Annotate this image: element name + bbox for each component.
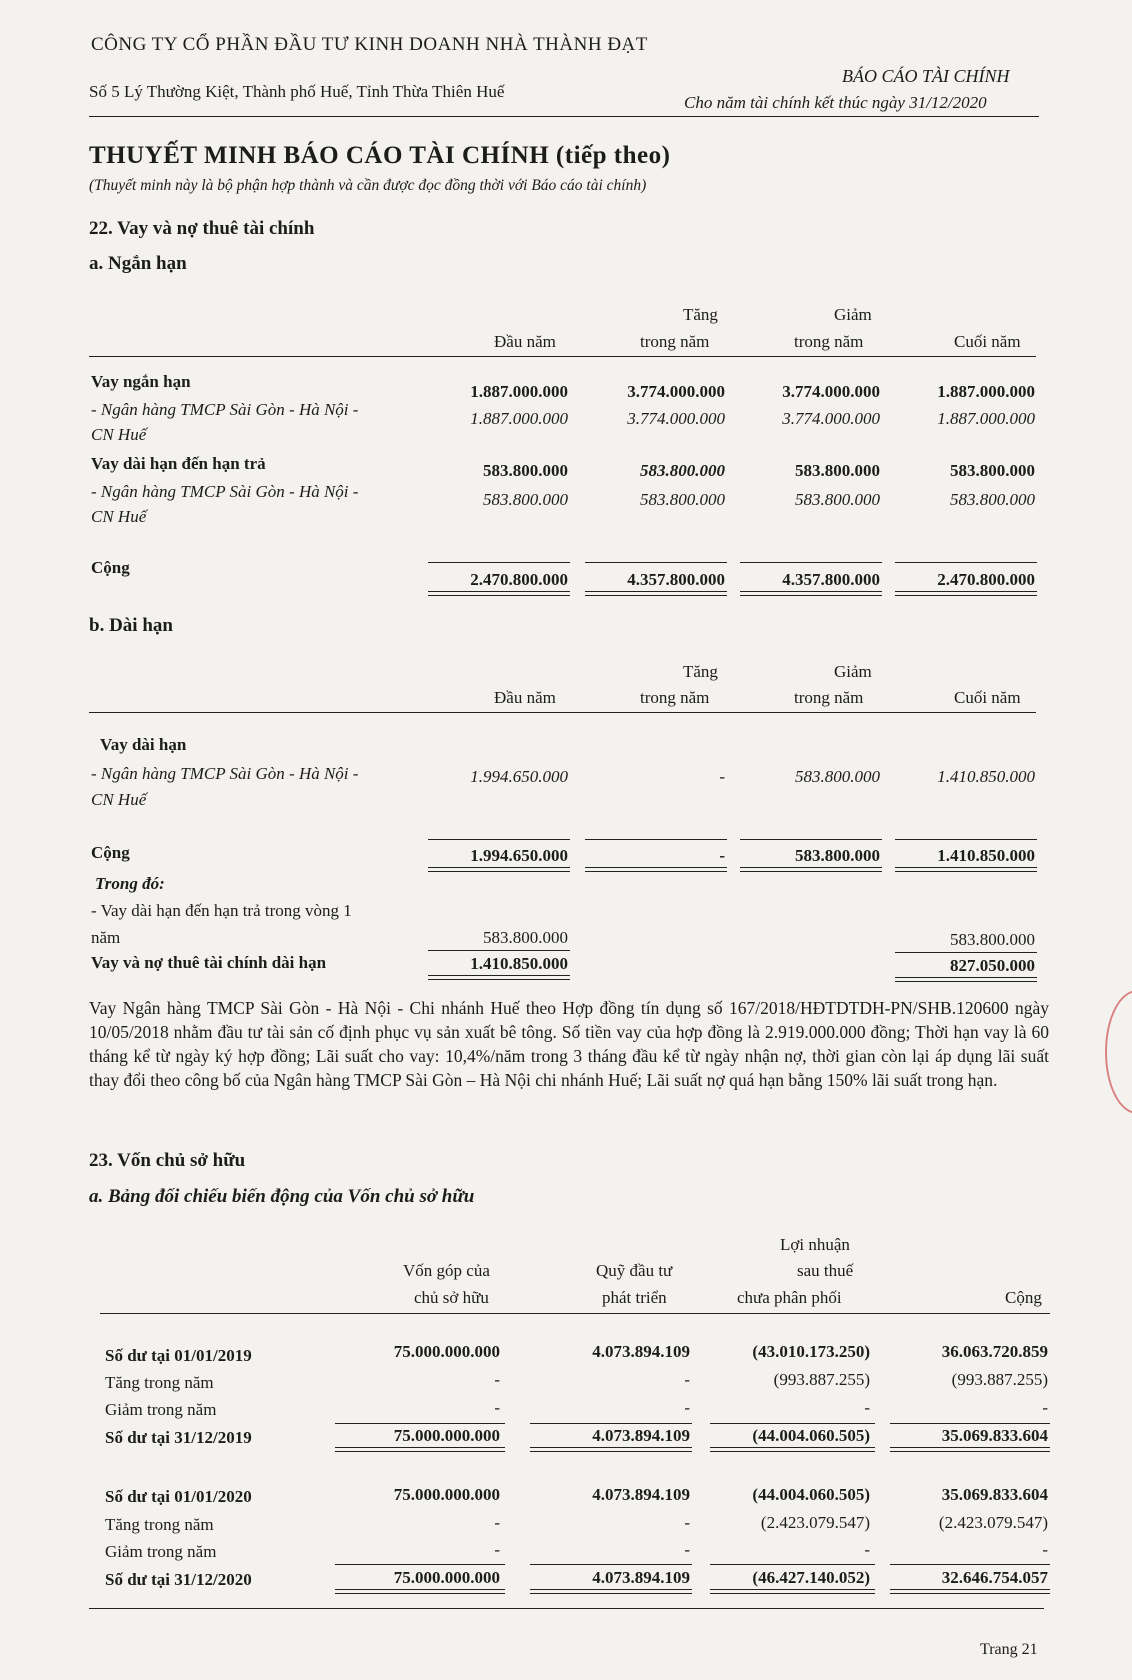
cell: (44.004.060.505) (752, 1426, 870, 1445)
page-subtitle: (Thuyết minh này là bộ phận hợp thành và cần được đọc đồng thời với Báo cáo tài chính) (89, 177, 647, 194)
row-label: Giảm trong năm (105, 1400, 217, 1419)
report-period: Cho năm tài chính kết thúc ngày 31/12/2020 (684, 93, 987, 112)
total-rule-bottom (895, 977, 1037, 982)
col-increase-2: trong năm (640, 332, 710, 351)
cell: 1.410.850.000 (937, 846, 1035, 865)
col-retained-3: chưa phân phối (737, 1288, 842, 1307)
total-rule-bottom (740, 867, 882, 872)
cell: (44.004.060.505) (752, 1485, 870, 1504)
cell: 1.887.000.000 (937, 409, 1035, 428)
cell: - (1042, 1540, 1048, 1559)
total-rule-bottom (890, 1589, 1050, 1594)
cell: 583.800.000 (950, 461, 1035, 480)
cell: (993.887.255) (773, 1370, 870, 1389)
cell: 583.800.000 (795, 461, 880, 480)
total-rule-bottom (530, 1589, 692, 1594)
total-rule-top (710, 1423, 875, 1424)
cell: 1.994.650.000 (470, 846, 568, 865)
cell: 4.073.894.109 (592, 1485, 690, 1504)
col-retained-1: Lợi nhuận (780, 1235, 850, 1254)
total-rule-top (585, 839, 727, 840)
total-rule-bottom (428, 867, 570, 872)
cell: - (494, 1513, 500, 1532)
total-rule-bottom (710, 1589, 875, 1594)
cell: 583.800.000 (950, 930, 1035, 949)
row-label: Tăng trong năm (105, 1373, 214, 1392)
total-rule-top (895, 562, 1037, 563)
total-rule-top (895, 839, 1037, 840)
subtotal-rule (895, 952, 1037, 953)
cell: 4.073.894.109 (592, 1568, 690, 1587)
table-22b-header-rule (89, 712, 1036, 713)
total-rule-bottom (585, 591, 727, 596)
col-closing: Cuối năm (954, 332, 1021, 351)
loan-note: Vay Ngân hàng TMCP Sài Gòn - Hà Nội - Chi nhánh Huế theo Hợp đồng tín dụng số 167/2018/HĐTDTDH-PN/SHB.120600 ngày 10/05/2018 nhằm đầu tư tài sản cố định phục vụ sản xuất bê tông. Số tiền vay của hợp đồng là 2.919.000.000 đồng; Thời hạn vay là 60 tháng kể từ ngày ký hợp đồng; Lãi suất cho vay: 10,4%/năm trong 3 tháng đầu kể từ ngày nhận nợ, thời gian còn lại áp dụng lãi suất thay đổi theo công bố của Ngân hàng TMCP Sài Gòn – Hà Nội chi nhánh Huế; Lãi suất nợ quá hạn bằng 150% lãi suất trong hạn. (89, 998, 1049, 1090)
col-retained-2: sau thuế (797, 1261, 854, 1280)
col-closing: Cuối năm (954, 688, 1021, 707)
cell: 583.800.000 (483, 461, 568, 480)
stamp-mark (1105, 990, 1132, 1114)
cell: 32.646.754.057 (941, 1568, 1048, 1587)
col-capital-2: chủ sở hữu (414, 1288, 489, 1307)
cell: 1.887.000.000 (937, 382, 1035, 401)
table-22a-header-rule (89, 356, 1036, 357)
row-label: Tăng trong năm (105, 1515, 214, 1534)
cell: 583.800.000 (795, 846, 880, 865)
cell: 583.800.000 (795, 767, 880, 786)
total-rule-top (428, 562, 570, 563)
cell: (2.423.079.547) (938, 1513, 1048, 1532)
row-label: Vay dài hạn đến hạn trả (91, 454, 266, 473)
total-rule-bottom (895, 591, 1037, 596)
cell: 35.069.833.604 (941, 1426, 1048, 1445)
row-label: Vay ngắn hạn (91, 372, 191, 391)
cell: 2.470.800.000 (470, 570, 568, 589)
section-22b-heading: b. Dài hạn (89, 615, 173, 636)
total-rule-top (428, 839, 570, 840)
cell: - (864, 1398, 870, 1417)
cell: 3.774.000.000 (782, 382, 880, 401)
total-rule-top (335, 1423, 505, 1424)
total-rule-top (585, 562, 727, 563)
cell: 827.050.000 (950, 956, 1035, 975)
row-label: năm (91, 928, 121, 947)
page-title: THUYẾT MINH BÁO CÁO TÀI CHÍNH (tiếp theo) (89, 142, 671, 169)
total-rule-top (530, 1423, 692, 1424)
cell: 4.357.800.000 (627, 570, 725, 589)
cell: (993.887.255) (951, 1370, 1048, 1389)
page-number: Trang 21 (980, 1641, 1038, 1658)
row-label: Số dư tại 01/01/2020 (105, 1487, 252, 1506)
row-label: Vay và nợ thuê tài chính dài hạn (91, 953, 327, 972)
total-rule-top (530, 1564, 692, 1565)
cell: 583.800.000 (483, 490, 568, 509)
cell: 75.000.000.000 (393, 1342, 500, 1361)
row-label: Số dư tại 31/12/2019 (105, 1428, 252, 1447)
cell: (43.010.173.250) (752, 1342, 870, 1361)
cell: - (494, 1540, 500, 1559)
cell: - (1042, 1398, 1048, 1417)
col-total: Cộng (1005, 1288, 1042, 1307)
cell: (46.427.140.052) (752, 1568, 870, 1587)
cell: 1.994.650.000 (470, 767, 568, 786)
total-rule-bottom (335, 1589, 505, 1594)
cell: 3.774.000.000 (627, 409, 725, 428)
cell: - (719, 767, 725, 786)
cell: 36.063.720.859 (941, 1342, 1048, 1361)
cell: - (684, 1398, 690, 1417)
row-label: Vay dài hạn (100, 735, 187, 754)
total-rule-top (740, 839, 882, 840)
col-opening: Đầu năm (494, 332, 556, 351)
row-label: CN Huế (91, 790, 147, 809)
row-label: CN Huế (91, 425, 147, 444)
total-rule-top (335, 1564, 505, 1565)
company-address: Số 5 Lý Thường Kiệt, Thành phố Huế, Tỉnh Thừa Thiên Huế (89, 82, 505, 101)
total-rule-bottom (335, 1447, 505, 1452)
total-rule-bottom (890, 1447, 1050, 1452)
col-decrease-1: Giảm (834, 662, 872, 681)
total-rule-bottom (710, 1447, 875, 1452)
cell: 1.410.850.000 (937, 767, 1035, 786)
col-fund-1: Quỹ đầu tư (596, 1261, 673, 1280)
col-fund-2: phát triển (602, 1288, 667, 1307)
cell: - (494, 1398, 500, 1417)
cell: - (864, 1540, 870, 1559)
cell: 4.073.894.109 (592, 1342, 690, 1361)
cell: 4.357.800.000 (782, 570, 880, 589)
total-rule-bottom (895, 867, 1037, 872)
row-label: CN Huế (91, 507, 147, 526)
cell: 1.887.000.000 (470, 409, 568, 428)
total-rule-bottom (428, 591, 570, 596)
col-decrease-2: trong năm (794, 332, 864, 351)
total-rule-top (710, 1564, 875, 1565)
row-label: - Vay dài hạn đến hạn trả trong vòng 1 (91, 901, 352, 920)
section-22-heading: 22. Vay và nợ thuê tài chính (89, 218, 315, 239)
row-label: - Ngân hàng TMCP Sài Gòn - Hà Nội - (91, 482, 359, 501)
col-decrease-1: Giảm (834, 305, 872, 324)
footer-divider (89, 1608, 1044, 1609)
col-capital-1: Vốn góp của (403, 1261, 490, 1280)
section-23a-heading: a. Bảng đối chiếu biến động của Vốn chủ sở hữu (89, 1186, 475, 1207)
report-label: BÁO CÁO TÀI CHÍNH (842, 66, 1010, 86)
col-increase-1: Tăng (683, 305, 718, 324)
cell: - (684, 1513, 690, 1532)
col-decrease-2: trong năm (794, 688, 864, 707)
col-increase-2: trong năm (640, 688, 710, 707)
total-rule-top (740, 562, 882, 563)
cell: - (719, 846, 725, 865)
section-23-heading: 23. Vốn chủ sở hữu (89, 1150, 246, 1171)
cell: 1.410.850.000 (470, 954, 568, 973)
section-22a-heading: a. Ngắn hạn (89, 253, 187, 274)
cell: 75.000.000.000 (393, 1568, 500, 1587)
cell: 583.800.000 (640, 461, 725, 480)
cell: (2.423.079.547) (760, 1513, 870, 1532)
total-label: Cộng (91, 558, 130, 577)
row-label: - Ngân hàng TMCP Sài Gòn - Hà Nội - (91, 400, 359, 419)
cell: 75.000.000.000 (393, 1426, 500, 1445)
total-rule-top (890, 1423, 1050, 1424)
col-opening: Đầu năm (494, 688, 556, 707)
total-rule-bottom (740, 591, 882, 596)
company-name: CÔNG TY CỔ PHẦN ĐẦU TƯ KINH DOANH NHÀ THÀNH ĐẠT (91, 34, 648, 55)
total-rule-bottom (428, 975, 570, 980)
cell: 4.073.894.109 (592, 1426, 690, 1445)
cell: 75.000.000.000 (393, 1485, 500, 1504)
cell: 583.800.000 (950, 490, 1035, 509)
cell: 3.774.000.000 (782, 409, 880, 428)
cell: - (494, 1370, 500, 1389)
total-rule-top (890, 1564, 1050, 1565)
row-label: Giảm trong năm (105, 1542, 217, 1561)
row-label: - Ngân hàng TMCP Sài Gòn - Hà Nội - (91, 764, 359, 783)
of-which-label: Trong đó: (95, 874, 165, 893)
cell: - (684, 1370, 690, 1389)
row-label: Số dư tại 31/12/2020 (105, 1570, 252, 1589)
cell: 583.800.000 (640, 490, 725, 509)
total-label: Cộng (91, 843, 130, 862)
cell: 35.069.833.604 (941, 1485, 1048, 1504)
cell: 3.774.000.000 (627, 382, 725, 401)
subtotal-rule (428, 950, 570, 951)
header-divider (89, 116, 1039, 117)
cell: 1.887.000.000 (470, 382, 568, 401)
total-rule-bottom (530, 1447, 692, 1452)
cell: 2.470.800.000 (937, 570, 1035, 589)
cell: 583.800.000 (795, 490, 880, 509)
table-23-header-rule (100, 1313, 1050, 1314)
cell: - (684, 1540, 690, 1559)
row-label: Số dư tại 01/01/2019 (105, 1346, 252, 1365)
total-rule-bottom (585, 867, 727, 872)
cell: 583.800.000 (483, 928, 568, 947)
col-increase-1: Tăng (683, 662, 718, 681)
